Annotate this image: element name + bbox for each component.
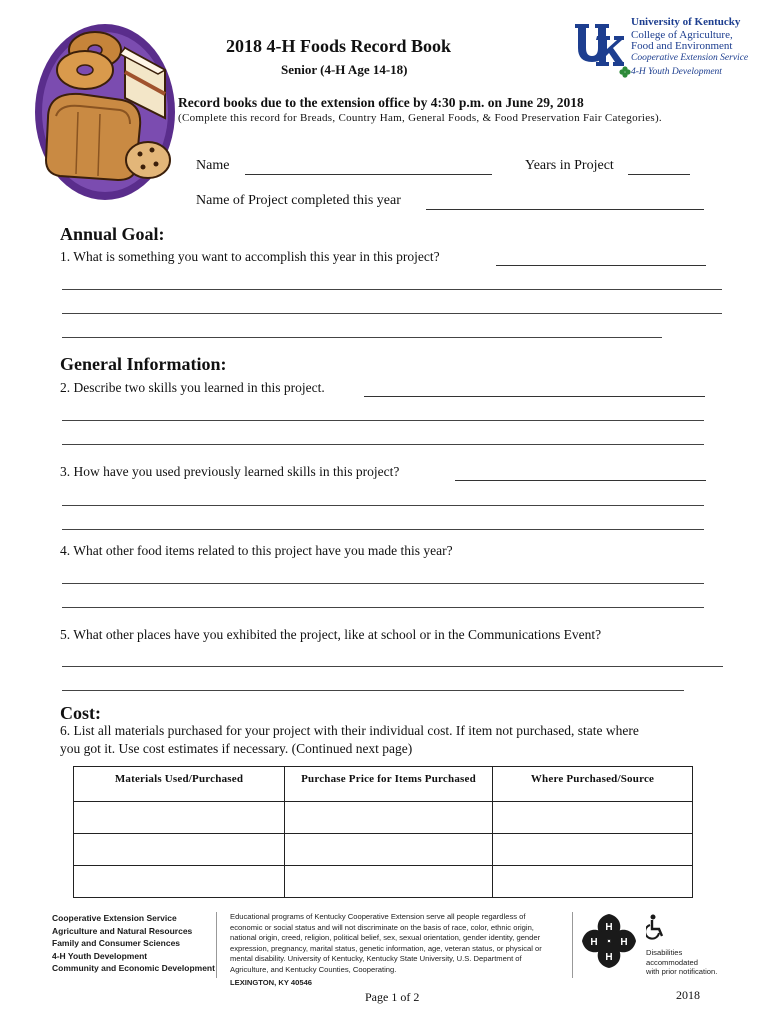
years-field[interactable] <box>628 174 690 175</box>
answer-4-line[interactable] <box>62 583 704 584</box>
general-info-heading: General Information: <box>60 354 227 374</box>
question-4: 4. What other food items related to this project have you made this year? <box>60 543 453 558</box>
materials-cell[interactable] <box>74 834 285 866</box>
page-title: 2018 4-H Foods Record Book <box>226 36 451 56</box>
due-date-note: Record books due to the extension office by 4:30 p.m. on June 29, 2018 <box>178 95 584 110</box>
answer-3-inline[interactable] <box>455 480 706 481</box>
footer-program-line: Cooperative Extension Service <box>52 913 177 923</box>
answer-2-line[interactable] <box>62 420 704 421</box>
footer-programs <box>52 912 215 975</box>
answer-1-line[interactable] <box>62 313 722 314</box>
footer-divider <box>572 912 573 978</box>
question-6-line2: you got it. Use cost estimates if necessary. (Continued next page) <box>60 741 413 756</box>
name-label: Name <box>196 158 230 173</box>
price-cell[interactable] <box>285 834 493 866</box>
cost-heading: Cost: <box>60 703 101 723</box>
table-row <box>74 802 693 834</box>
col-source-header: Where Purchased/Source <box>493 767 693 802</box>
col-materials-header: Materials Used/Purchased <box>74 767 285 802</box>
cost-table <box>73 766 693 898</box>
university-name: University of Kentucky <box>631 16 741 28</box>
question-6-line1: 6. List all materials purchased for your project with their individual cost. If item not purchased, state where <box>60 723 639 738</box>
page-subtitle: Senior (4-H Age 14-18) <box>281 62 408 77</box>
clover-letter: H <box>590 937 598 948</box>
col-price-header: Purchase Price for Items Purchased <box>285 767 493 802</box>
youth-development-name: 4-H Youth Development <box>631 67 722 77</box>
answer-4-line[interactable] <box>62 607 704 608</box>
source-cell[interactable] <box>493 834 693 866</box>
footer-city: LEXINGTON, KY 40546 <box>230 977 313 987</box>
uk-logo <box>568 16 758 86</box>
answer-5-line[interactable] <box>62 666 723 667</box>
disabilities-line: accommodated <box>646 957 698 967</box>
footer-statement <box>230 912 560 988</box>
clover-letter: H <box>605 922 613 933</box>
answer-1-line[interactable] <box>62 289 722 290</box>
uk-monogram-icon <box>572 20 624 72</box>
disabilities-note <box>646 948 717 977</box>
answer-3-line[interactable] <box>62 505 704 506</box>
footer-divider <box>216 912 217 978</box>
question-3: 3. How have you used previously learned skills in this project? <box>60 464 400 479</box>
source-cell[interactable] <box>493 866 693 898</box>
answer-2-line[interactable] <box>62 444 704 445</box>
materials-cell[interactable] <box>74 866 285 898</box>
question-5: 5. What other places have you exhibited the project, like at school or in the Communications Event? <box>60 627 602 642</box>
years-label: Years in Project <box>525 158 614 173</box>
annual-goal-heading: Annual Goal: <box>60 224 165 244</box>
project-label: Name of Project completed this year <box>196 193 401 208</box>
footer-program-line: 4-H Youth Development <box>52 950 148 961</box>
categories-note: (Complete this record for Breads, Country Ham, General Foods, & Food Preservation Fair Categories). <box>178 112 662 124</box>
foods-illustration <box>30 20 180 205</box>
answer-1-inline[interactable] <box>496 265 706 266</box>
question-1: 1. What is something you want to accomplish this year in this project? <box>60 249 440 264</box>
price-cell[interactable] <box>285 802 493 834</box>
answer-2-inline[interactable] <box>364 396 705 397</box>
footer-program-line: Agriculture and Natural Resources <box>52 925 193 936</box>
wheelchair-icon <box>646 914 666 940</box>
source-cell[interactable] <box>493 802 693 834</box>
footer-program-line: Family and Consumer Sciences <box>52 938 181 948</box>
cost-table-header-row <box>74 767 693 802</box>
nondiscrimination-statement: Educational programs of Kentucky Cooperative Extension serve all people regardless of economic or social status and will not discriminate on the basis of race, color, ethnic origin, national origin, creed, religion, political belief, sex, sexual orientation, gender identity, gender expression, pregnancy, marital status, genetic information, age, veteran status, or physical or mental disability. University of Kentucky, Kentucky State University, U.S. Department of Agriculture, and Kentucky Counties, Cooperating. <box>230 912 542 974</box>
answer-5-line[interactable] <box>62 690 684 691</box>
answer-3-line[interactable] <box>62 529 704 530</box>
table-row <box>74 834 693 866</box>
clover-letter: H <box>620 937 628 948</box>
page-number: Page 1 of 2 <box>365 990 420 1004</box>
disabilities-line: Disabilities <box>646 948 683 957</box>
extension-service-name: Cooperative Extension Service <box>631 53 749 63</box>
materials-cell[interactable] <box>74 802 285 834</box>
footer-program-line: Community and Economic Development <box>52 963 215 973</box>
price-cell[interactable] <box>285 866 493 898</box>
college-name-line1: College of Agriculture, <box>631 29 733 41</box>
footer-year: 2018 <box>676 988 700 1002</box>
4h-clover-icon <box>578 910 640 972</box>
clover-icon-small <box>619 66 631 78</box>
name-field[interactable] <box>245 174 492 175</box>
project-field[interactable] <box>426 209 704 210</box>
answer-1-line[interactable] <box>62 337 662 338</box>
college-name-line2: Food and Environment <box>631 40 733 52</box>
clover-letter: H <box>605 952 613 963</box>
question-2: 2. Describe two skills you learned in this project. <box>60 380 325 395</box>
disabilities-line: with prior notification. <box>646 967 718 976</box>
table-row <box>74 866 693 898</box>
